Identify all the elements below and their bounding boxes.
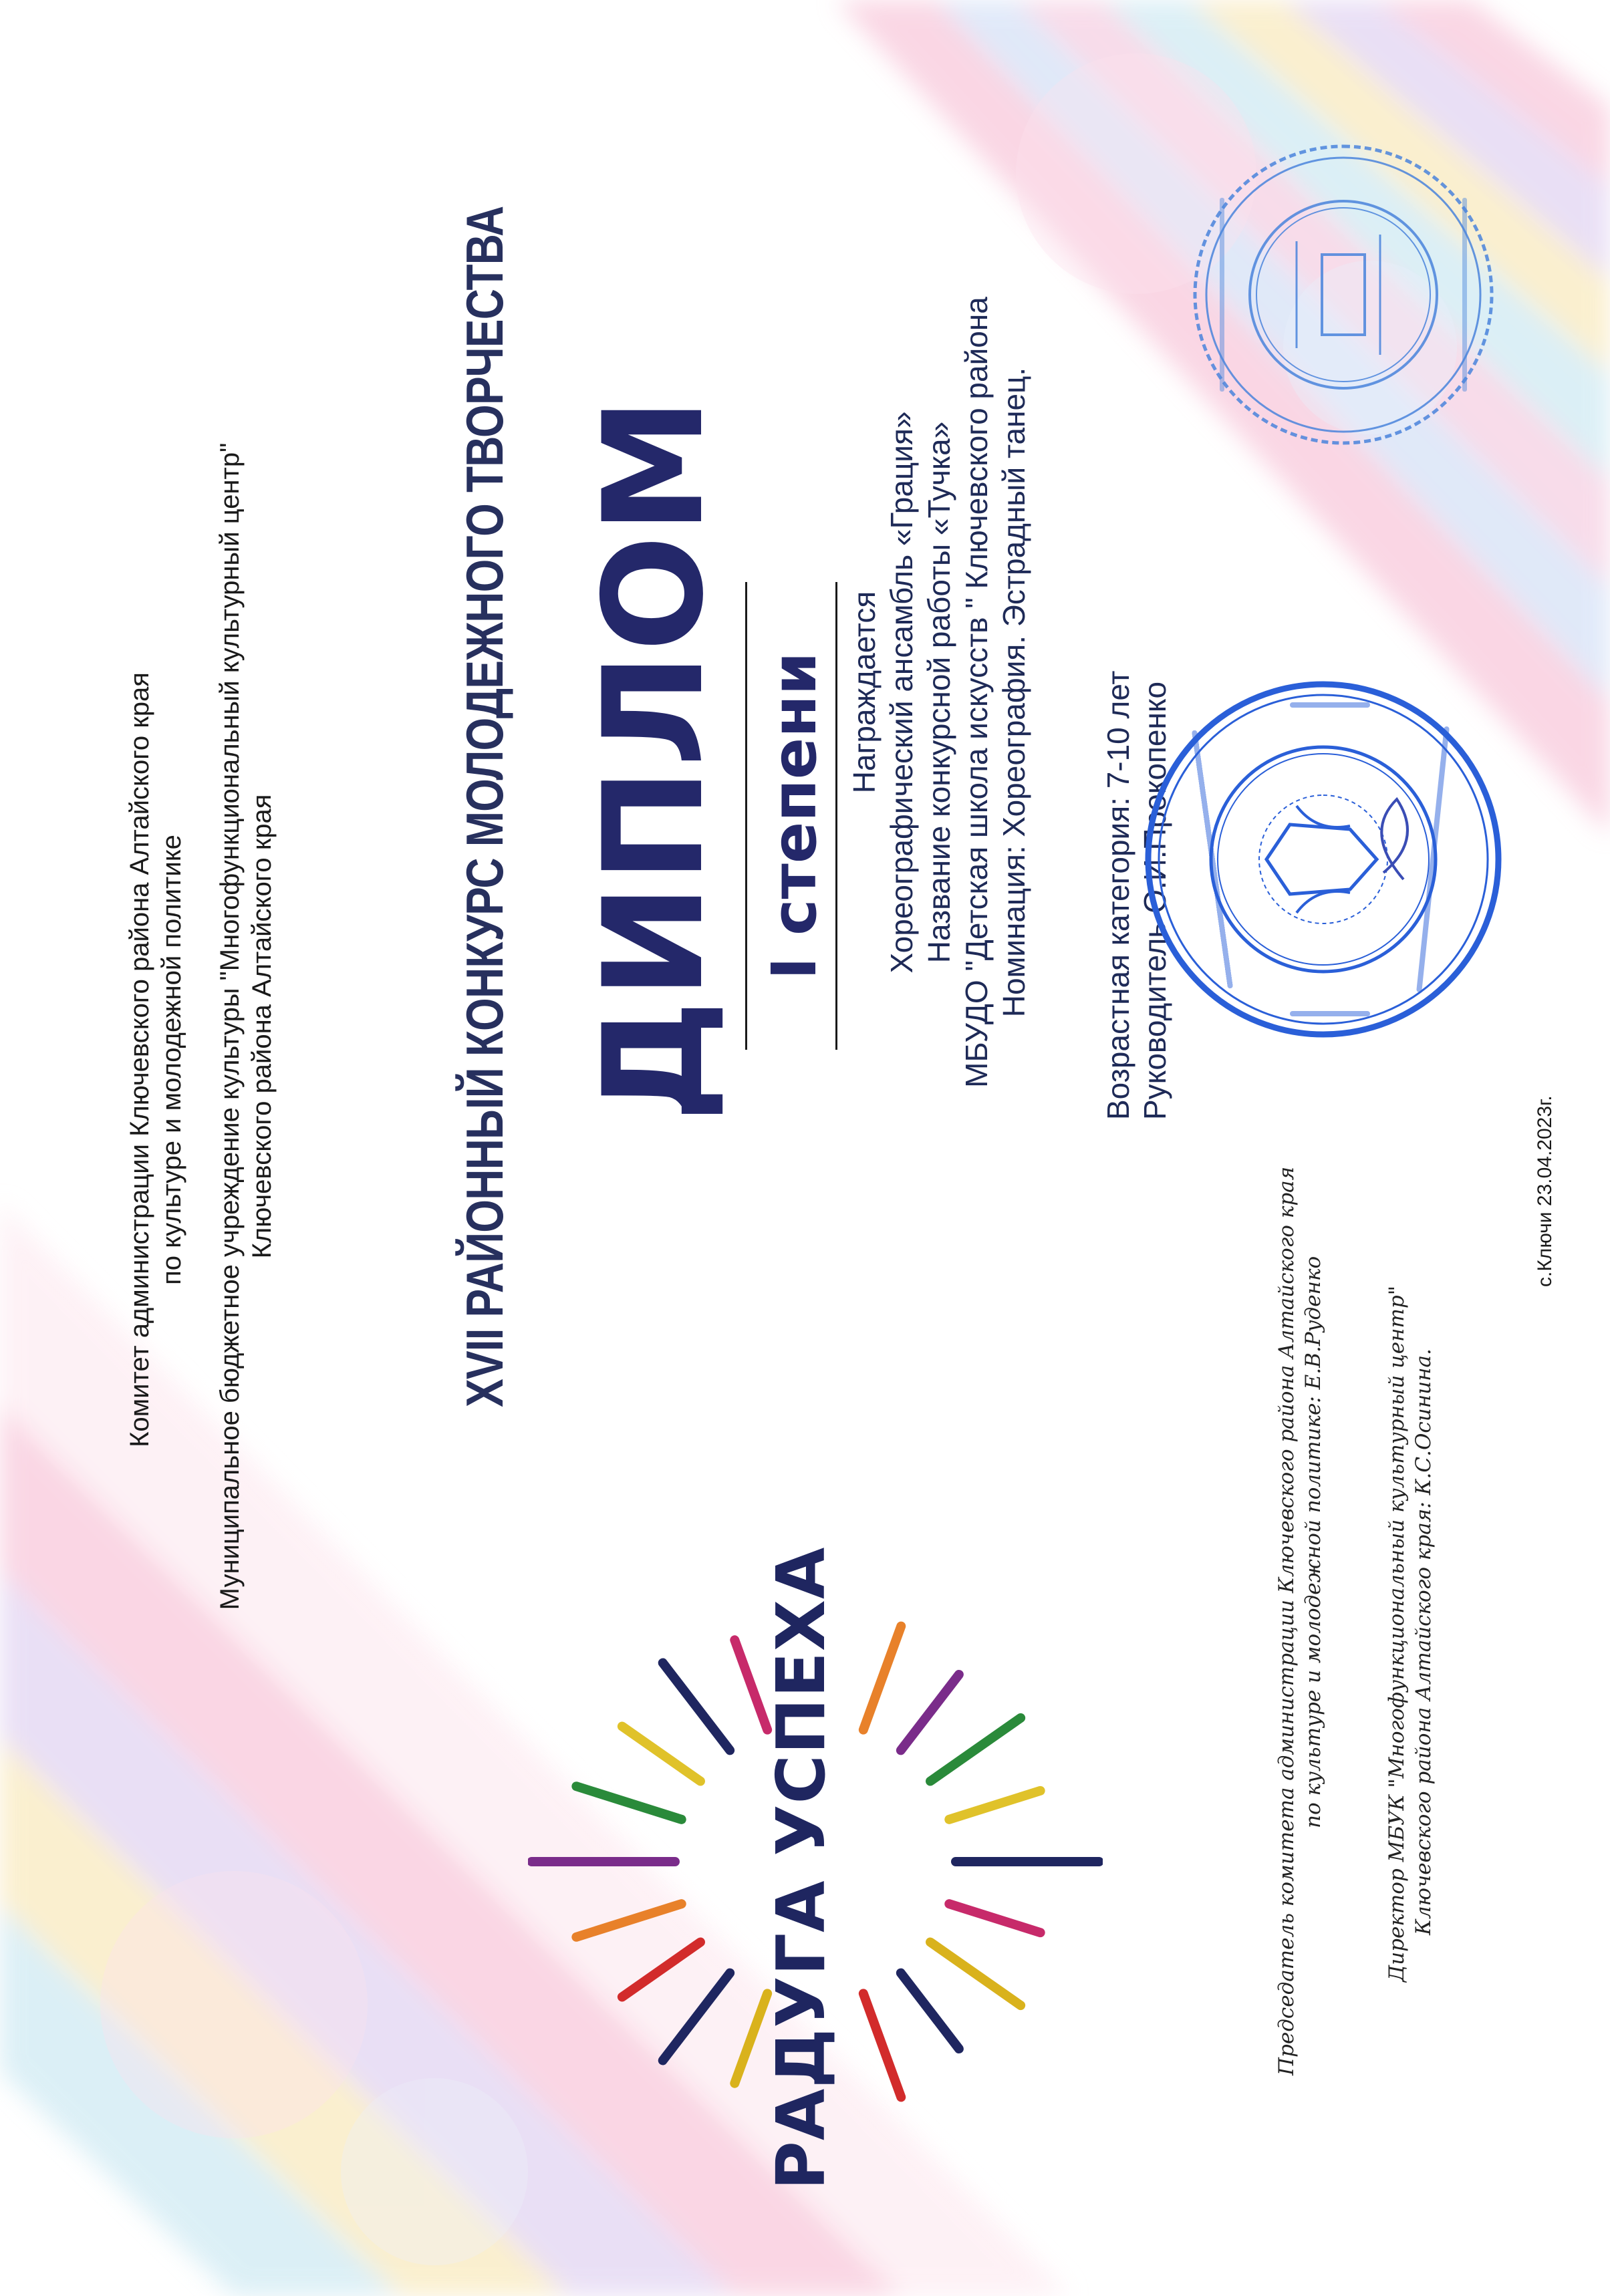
committee-stamp	[1136, 672, 1510, 1046]
committee-line-1: Комитет администрации Ключевского района Алтайского края	[125, 672, 154, 1447]
institution-heading	[214, 291, 278, 1761]
logo-ray	[949, 1904, 1040, 1932]
nomination: Номинация: Хореография. Эстрадный танец.	[996, 367, 1031, 1018]
awarded-label: Награждается	[847, 591, 882, 794]
logo-ray	[622, 1942, 700, 1997]
age-category: Возрастная категория: 7-10 лет	[1101, 670, 1135, 1120]
logo-ray	[901, 1675, 959, 1750]
school-name: МБУДО "Детская школа искусств " Ключевского района	[959, 297, 994, 1088]
committee-stamp-icon	[1136, 672, 1510, 1046]
chair-line-2: по культуре и молодежной политике: Е.В.Руденко	[1301, 1256, 1325, 1828]
degree-top-rule	[745, 582, 747, 1050]
chair-line-1: Председатель комитета администрации Ключевского района Алтайского края	[1274, 1166, 1299, 2075]
chair-signature	[1273, 1167, 1327, 2075]
logo-text: РАДУГА УСПЕХА	[762, 1546, 840, 2190]
logo-ray	[863, 1993, 901, 2097]
logo-ray	[949, 1791, 1040, 1820]
logo-ray	[930, 1718, 1021, 1781]
institution-line-1: Муниципальное бюджетное учреждение культуры "Многофункциональный культурный центр"	[215, 442, 245, 1610]
degree-label: I степени	[759, 652, 830, 980]
leader-name: Руководитель О.И.Прокопенко	[1137, 681, 1172, 1120]
committee-stamp-lettering	[1192, 702, 1450, 1016]
director-line-1: Директор МБУК "Многофункциональный культурный центр"	[1385, 1286, 1409, 1982]
logo-ray	[663, 1663, 730, 1750]
work-title: Название конкурсной работы «Тучка»	[922, 421, 956, 964]
date-line: с.Ключи 23.04.2023г.	[1534, 1095, 1556, 1287]
diploma-title: ДИПЛОМ	[575, 396, 734, 1123]
logo-ray	[863, 1626, 901, 1730]
award-block	[845, 124, 1033, 1260]
degree-bottom-rule	[835, 582, 837, 1050]
ensemble-name: Хореографический ансамбль «Грация»	[884, 411, 919, 974]
mkc-stamp	[1186, 138, 1500, 452]
logo-ray	[663, 1973, 730, 2061]
mkc-stamp-icon	[1186, 138, 1500, 452]
director-line-2: Ключевского района Алтайского края: К.С.Осинина.	[1412, 1348, 1436, 1935]
director-signature	[1383, 1286, 1437, 1982]
committee-heading	[124, 492, 188, 1628]
institution-line-2: Ключевского района Алтайского края	[247, 794, 277, 1259]
competition-title: XVII РАЙОННЫЙ КОНКУРС МОЛОДЕЖНОГО ТВОРЧЕСТВА	[455, 206, 514, 1407]
logo-ray	[901, 1973, 959, 2049]
logo-ray	[576, 1786, 681, 1820]
logo-ray	[576, 1904, 681, 1937]
committee-line-2: по культуре и молодежной политике	[157, 835, 186, 1285]
logo-ray	[930, 1942, 1021, 2005]
logo-ray	[622, 1727, 700, 1781]
